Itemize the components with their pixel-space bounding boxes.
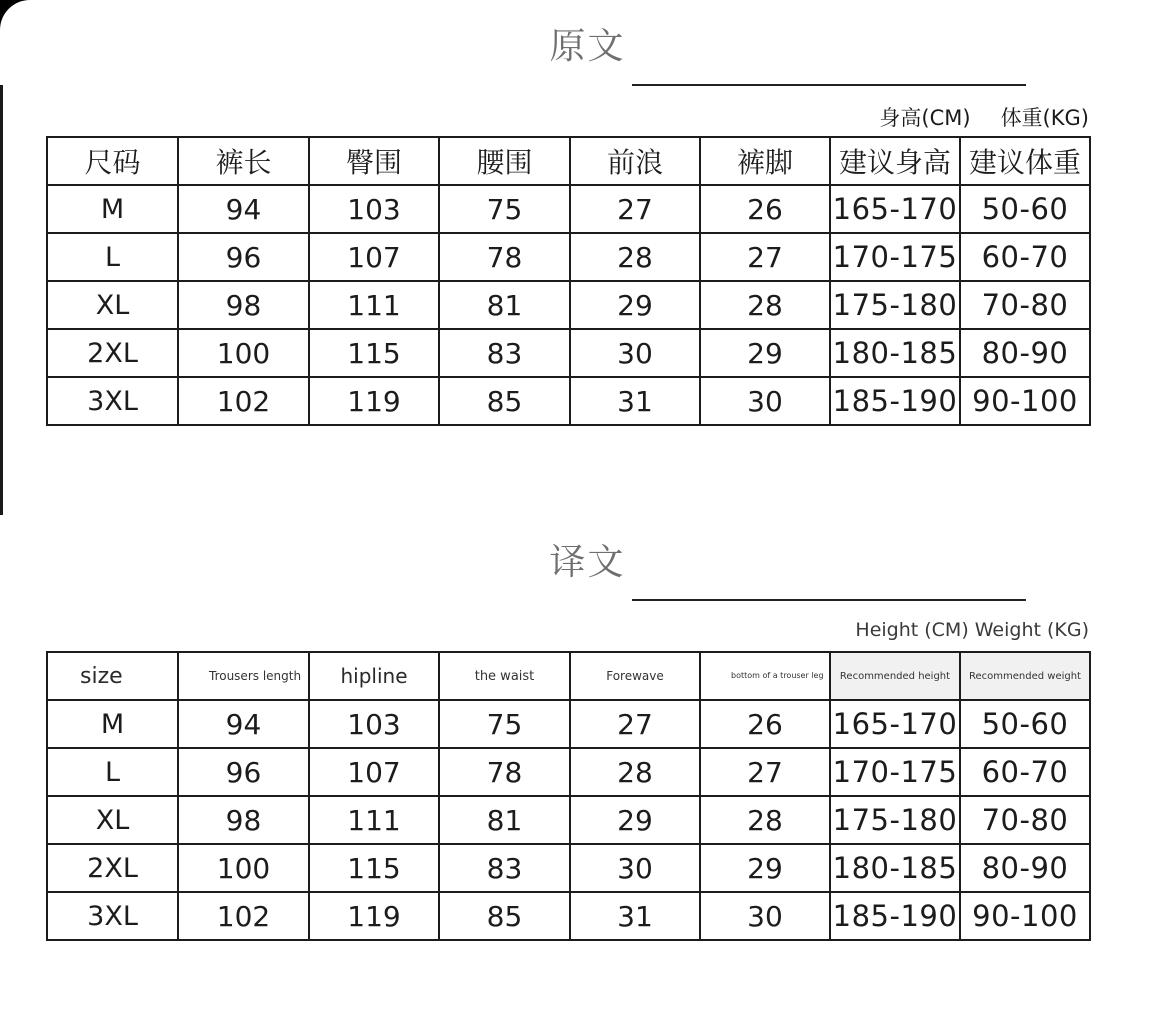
table-cell: 170-175 [830,748,960,796]
table-cell: 30 [700,892,830,940]
table-cell: 2XL [47,844,178,892]
table-cell: 98 [178,796,309,844]
table-cell: 50-60 [960,700,1090,748]
table-cell: 165-170 [830,700,960,748]
table-row [47,844,1090,892]
table-cell: 29 [570,281,700,329]
table-cell: 60-70 [960,233,1090,281]
left-edge-line [0,85,3,515]
table-cell: 94 [178,700,309,748]
header-hipline: hipline [309,652,439,700]
header-waist: the waist [439,652,570,700]
table-cell: 29 [700,329,830,377]
table-row [47,748,1090,796]
weight-unit-label: Weight (KG) [974,619,1089,641]
weight-unit-label: 体重(KG) [1000,106,1089,130]
table-cell: 111 [309,796,439,844]
table-cell: 180-185 [830,329,960,377]
header-size: size [47,652,178,700]
table-cell: 175-180 [830,796,960,844]
table-row [47,329,1090,377]
original-units-label [879,102,1089,132]
table-cell: 28 [700,281,830,329]
table-row [47,796,1090,844]
table-cell: 28 [570,233,700,281]
table-cell: 27 [700,748,830,796]
table-cell: 31 [570,892,700,940]
table-cell: 27 [700,233,830,281]
header-forewave: 前浪 [570,137,700,185]
table-cell: 102 [178,377,309,425]
table-cell: 83 [439,844,570,892]
header-recommended-weight: 建议体重 [960,137,1090,185]
table-cell: 94 [178,185,309,233]
translation-units-label [855,619,1089,641]
table-cell: 3XL [47,892,178,940]
table-cell: 75 [439,700,570,748]
table-cell: 81 [439,281,570,329]
table-cell: M [47,700,178,748]
original-divider [632,84,1026,86]
header-size: 尺码 [47,137,178,185]
table-cell: 30 [700,377,830,425]
table-row [47,281,1090,329]
table-cell: 115 [309,844,439,892]
table-row [47,700,1090,748]
table-cell: 103 [309,185,439,233]
table-cell: 185-190 [830,377,960,425]
table-cell: 85 [439,377,570,425]
table-cell: M [47,185,178,233]
table-cell: 119 [309,892,439,940]
table-row [47,892,1090,940]
header-recommended-height: Recommended height [830,652,960,700]
header-recommended-height: 建议身高 [830,137,960,185]
table-cell: 100 [178,329,309,377]
table-row [47,185,1090,233]
original-section-title: 原文 [549,26,626,67]
table-cell: 102 [178,892,309,940]
table-cell: 119 [309,377,439,425]
table-cell: 78 [439,233,570,281]
table-cell: 80-90 [960,329,1090,377]
header-hipline: 臀围 [309,137,439,185]
table-cell: 70-80 [960,796,1090,844]
table-cell: 185-190 [830,892,960,940]
translated-size-table [46,651,1091,941]
table-cell: 78 [439,748,570,796]
table-cell: 175-180 [830,281,960,329]
table-cell: 31 [570,377,700,425]
table-cell: 3XL [47,377,178,425]
table-cell: 90-100 [960,377,1090,425]
table-cell: 81 [439,796,570,844]
table-cell: L [47,233,178,281]
table-cell: 30 [570,329,700,377]
table-cell: 107 [309,233,439,281]
table-cell: 165-170 [830,185,960,233]
table-cell: 60-70 [960,748,1090,796]
header-trousers-length: 裤长 [178,137,309,185]
table-cell: 29 [570,796,700,844]
table-header-row [47,652,1090,700]
table-cell: 98 [178,281,309,329]
header-forewave: Forewave [570,652,700,700]
table-cell: 90-100 [960,892,1090,940]
table-cell: 27 [570,700,700,748]
table-cell: XL [47,281,178,329]
table-cell: 111 [309,281,439,329]
header-leg-opening: 裤脚 [700,137,830,185]
table-cell: 70-80 [960,281,1090,329]
table-cell: XL [47,796,178,844]
table-cell: 30 [570,844,700,892]
table-header-row [47,137,1090,185]
table-cell: L [47,748,178,796]
table-cell: 103 [309,700,439,748]
table-cell: 170-175 [830,233,960,281]
original-size-table [46,136,1091,426]
table-cell: 83 [439,329,570,377]
table-row [47,377,1090,425]
table-cell: 28 [570,748,700,796]
table-cell: 28 [700,796,830,844]
table-cell: 85 [439,892,570,940]
table-cell: 96 [178,748,309,796]
table-cell: 96 [178,233,309,281]
table-cell: 29 [700,844,830,892]
height-unit-label: 身高(CM) [879,106,971,130]
table-cell: 26 [700,185,830,233]
table-cell: 180-185 [830,844,960,892]
table-cell: 107 [309,748,439,796]
header-leg-opening: bottom of a trouser leg [700,652,830,700]
height-unit-label: Height (CM) [855,619,969,641]
table-cell: 2XL [47,329,178,377]
table-cell: 50-60 [960,185,1090,233]
table-cell: 100 [178,844,309,892]
header-waist: 腰围 [439,137,570,185]
table-row [47,233,1090,281]
table-cell: 80-90 [960,844,1090,892]
header-trousers-length: Trousers length [178,652,309,700]
table-cell: 75 [439,185,570,233]
table-cell: 26 [700,700,830,748]
table-cell: 27 [570,185,700,233]
table-cell: 115 [309,329,439,377]
translation-section-title: 译文 [549,542,626,583]
translation-divider [632,599,1026,601]
header-recommended-weight: Recommended weight [960,652,1090,700]
